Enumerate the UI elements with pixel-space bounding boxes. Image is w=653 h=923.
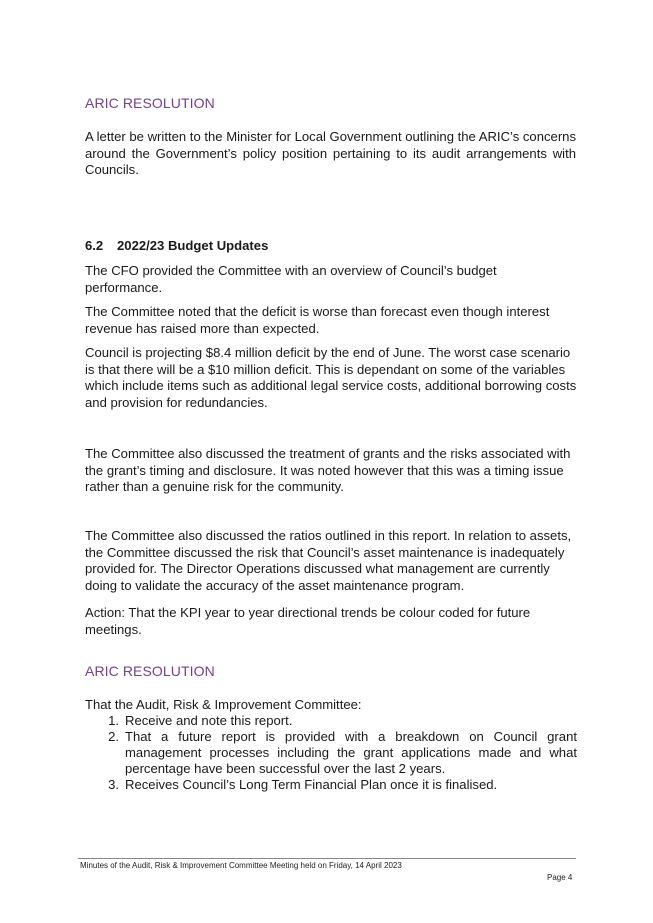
paragraph: The Committee also discussed the treatment of grants and the risks associated with the grant’s timing and disclosure. It was noted however that this was a timing issue rather than a genuine risk for the community. — [85, 446, 571, 494]
resolution-list — [99, 713, 577, 793]
paragraph: The Committee noted that the deficit is worse than forecast even though interest revenue has raised more than expected. — [85, 304, 550, 336]
paragraph: Council is projecting $8.4 million deficit by the end of June. The worst case scenario is that there will be a $10 million deficit. This is dependant on some of the variables which include items such as additional legal service costs, additional borrowing costs and provision for redundancies. — [85, 345, 577, 410]
list-item-number: 2. — [108, 729, 119, 744]
section-title: 2022/23 Budget Updates — [117, 238, 269, 253]
resolution-text: A letter be written to the Minister for Local Government outlining the ARIC’s concerns around the Government’s policy position pertaining to its audit arrangements with Councils. — [85, 129, 577, 177]
footer-text: Minutes of the Audit, Risk & Improvement Committee Meeting held on Friday, 14 April 2023 — [80, 861, 402, 870]
list-item-text: Receive and note this report. — [125, 713, 293, 728]
list-item — [99, 777, 577, 793]
paragraph: The CFO provided the Committee with an overview of Council’s budget performance. — [85, 263, 497, 295]
resolution-heading: ARIC RESOLUTION — [85, 95, 215, 111]
section-heading — [85, 238, 268, 255]
list-item — [99, 713, 577, 729]
resolution-heading: ARIC RESOLUTION — [85, 663, 215, 679]
resolution-intro: That the Audit, Risk & Improvement Committee: — [85, 697, 362, 712]
list-item-text: Receives Council’s Long Term Financial Plan once it is finalised. — [125, 777, 498, 792]
list-item-text: That a future report is provided with a breakdown on Council grant management processes including the grant applications made and what percentage have been successful over the last 2 years. — [125, 729, 577, 776]
section-number: 6.2 — [85, 238, 104, 253]
list-item-number: 1. — [108, 713, 119, 728]
list-item-number: 3. — [108, 777, 119, 792]
footer-divider — [78, 858, 576, 859]
paragraph: The Committee also discussed the ratios outlined in this report. In relation to assets, the Committee discussed the risk that Council’s asset maintenance is inadequately provided for. The Director Operations discussed what management are currently doing to validate the accuracy of the asset maintenance program. — [85, 528, 572, 593]
page-number: Page 4 — [547, 873, 573, 882]
list-item — [99, 729, 577, 777]
action-paragraph: Action: That the KPI year to year directional trends be colour coded for future meetings. — [85, 605, 531, 637]
